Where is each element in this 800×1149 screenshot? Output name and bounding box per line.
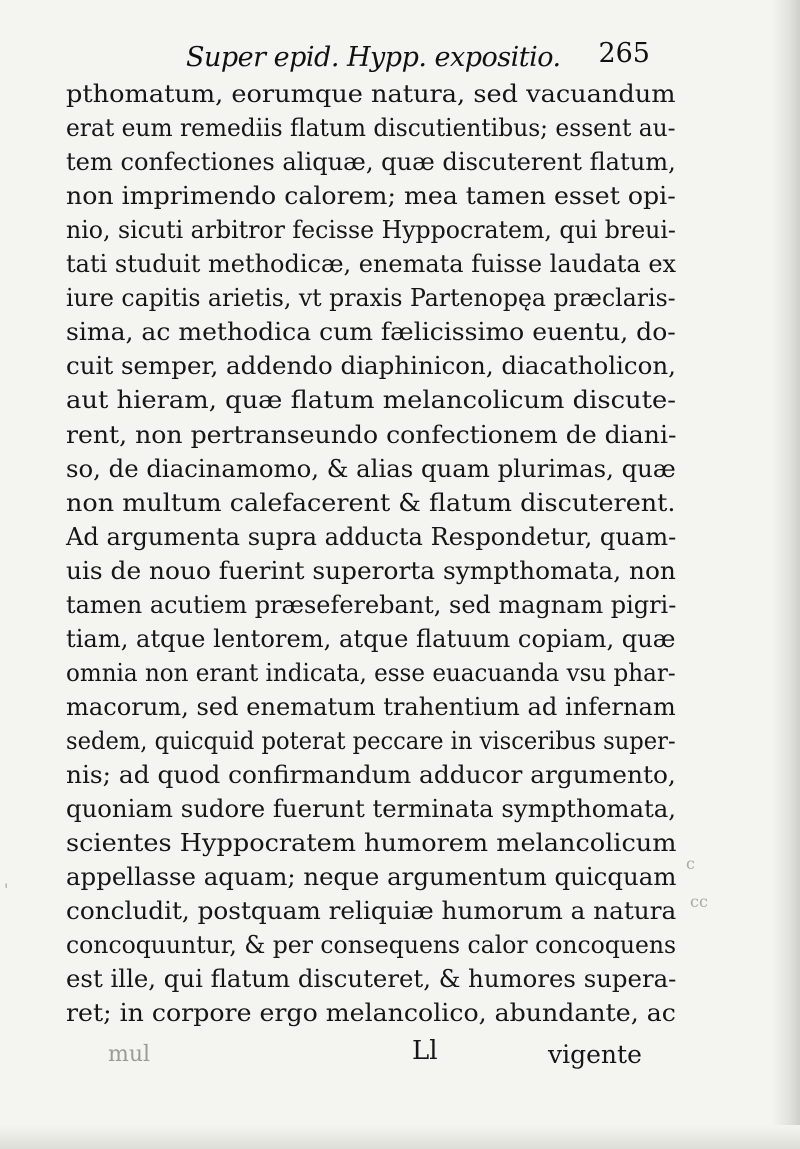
signature-mark: Ll — [412, 1036, 438, 1066]
page-footer — [0, 1036, 800, 1076]
text-line: Ad argumenta supra adducta Respondetur, quam- — [66, 521, 677, 551]
text-line: so, de diacinamomo, & alias quam plurimas, quæ — [66, 453, 676, 483]
text-line: pthomatum, eorumque natura, sed vacuandum — [66, 79, 676, 108]
text-line: uis de nouo fuerint superorta sympthomata, non — [66, 555, 676, 585]
text-line: tem confectiones aliquæ, quæ discuterent flatum, — [66, 147, 676, 177]
text-line: nis; ad quod confirmandum adducor argumento, — [66, 760, 676, 789]
page-edge-shadow — [772, 0, 800, 1149]
text-line: rent, non pertranseundo confectionem de diani- — [66, 419, 677, 449]
text-line: iure capitis arietis, vt praxis Partenopęa præclaris- — [66, 283, 676, 313]
text-line: appellasse aquam; neque argumentum quicquam — [66, 862, 677, 892]
catchword: vigente — [548, 1040, 642, 1069]
text-line: tiam, atque lentorem, atque flatuum copiam, quæ — [66, 623, 676, 653]
text-line: non multum calefacerent & flatum discuterent. — [66, 487, 676, 517]
text-line: tati studuit methodicæ, enemata fuisse laudata ex — [66, 249, 677, 279]
text-line: omnia non erant indicata, esse euacuanda vsu phar- — [66, 657, 676, 687]
text-line: macorum, sed enematum trahentium ad infernam — [66, 691, 676, 721]
page-bottom-shadow — [0, 1125, 800, 1149]
running-head: Super epid. Hypp. expositio. — [186, 42, 561, 73]
text-line: tamen acutiem præseferebant, sed magnam pigri- — [66, 589, 677, 619]
show-through-word: mul — [108, 1042, 151, 1067]
text-line: sima, ac methodica cum fælicissimo euentu, do- — [66, 317, 676, 347]
text-line: est ille, qui flatum discuteret, & humores supera- — [66, 964, 677, 994]
text-line: quoniam sudore fuerunt terminata sympthomata, — [66, 794, 677, 824]
text-line: concoquuntur, & per consequens calor concoquens — [66, 930, 677, 960]
text-line: sedem, quicquid poterat peccare in visceribus super- — [66, 725, 676, 755]
text-line: aut hieram, quæ flatum melancolicum discute- — [66, 385, 676, 415]
text-line: ret; in corpore ergo melancolico, abundante, ac — [66, 998, 676, 1028]
margin-ornament: c — [686, 854, 695, 873]
text-line: cuit semper, addendo diaphinicon, diacatholicon, — [66, 351, 676, 381]
text-line: concludit, postquam reliquiæ humorum a natura — [66, 896, 677, 926]
text-line: scientes Hyppocratem humorem melancolicum — [66, 828, 677, 858]
text-line: erat eum remediis flatum discutientibus; essent au- — [66, 113, 676, 143]
margin-ornament: ' — [4, 880, 9, 899]
margin-ornament: cc — [690, 892, 708, 911]
page-number: 265 — [598, 38, 650, 69]
text-line: non imprimendo calorem; mea tamen esset opi- — [66, 181, 676, 211]
text-line: nio, sicuti arbitror fecisse Hyppocratem, qui breui- — [66, 215, 676, 245]
